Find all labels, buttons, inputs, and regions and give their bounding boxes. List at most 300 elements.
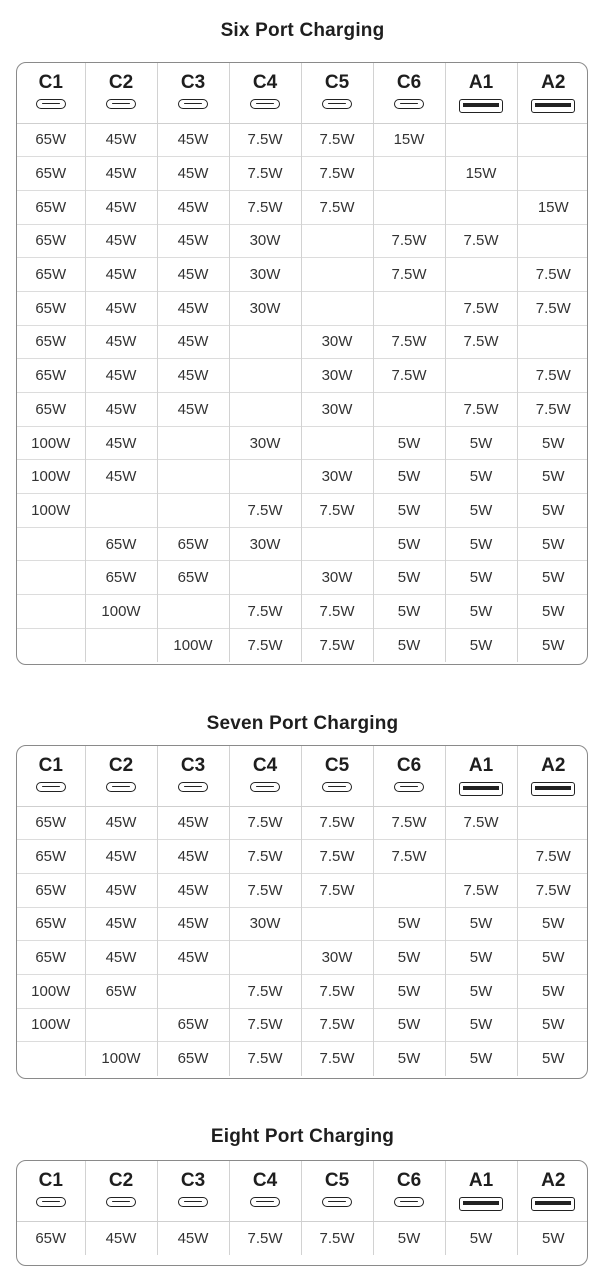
wattage-cell: 7.5W (301, 1221, 373, 1255)
wattage-cell: 65W (17, 258, 85, 292)
wattage-cell: 65W (157, 1042, 229, 1076)
wattage-cell: 45W (157, 873, 229, 907)
wattage-cell (445, 190, 517, 224)
wattage-cell: 5W (445, 460, 517, 494)
wattage-cell: 7.5W (229, 157, 301, 191)
wattage-cell: 45W (157, 123, 229, 157)
wattage-cell: 45W (85, 840, 157, 874)
usb-a-port-icon (459, 1197, 503, 1211)
port-label: C4 (252, 755, 278, 776)
wattage-cell: 7.5W (229, 806, 301, 840)
table-row (17, 123, 588, 157)
wattage-cell: 5W (517, 561, 588, 595)
wattage-cell: 65W (17, 941, 85, 975)
usb-c-port-icon (250, 1197, 280, 1207)
port-label: A2 (541, 755, 566, 776)
table-row (17, 494, 588, 528)
wattage-cell: 5W (517, 595, 588, 629)
port-label: C4 (252, 72, 278, 93)
wattage-cell: 65W (17, 291, 85, 325)
wattage-cell (229, 941, 301, 975)
wattage-cell: 5W (517, 1008, 588, 1042)
wattage-cell: 5W (445, 426, 517, 460)
wattage-cell (17, 628, 85, 662)
wattage-cell: 5W (517, 907, 588, 941)
wattage-cell: 45W (85, 190, 157, 224)
wattage-cell: 65W (17, 1221, 85, 1255)
wattage-cell (157, 595, 229, 629)
wattage-cell (373, 873, 445, 907)
port-label: A1 (468, 1170, 494, 1191)
wattage-cell: 7.5W (301, 595, 373, 629)
wattage-cell: 45W (85, 325, 157, 359)
port-header-a1 (445, 63, 517, 123)
wattage-cell: 45W (157, 1221, 229, 1255)
table-row (17, 224, 588, 258)
usb-a-port-icon (531, 1197, 575, 1211)
usb-a-port-icon (531, 99, 575, 113)
table-row (17, 393, 588, 427)
usb-c-port-icon (36, 99, 66, 109)
port-header-c6 (373, 1161, 445, 1221)
wattage-cell: 45W (157, 258, 229, 292)
wattage-cell: 7.5W (373, 840, 445, 874)
wattage-cell: 45W (85, 873, 157, 907)
wattage-cell: 65W (157, 561, 229, 595)
wattage-cell: 5W (517, 460, 588, 494)
wattage-cell: 30W (301, 359, 373, 393)
port-header-c4 (229, 746, 301, 806)
wattage-cell: 5W (517, 1042, 588, 1076)
wattage-cell (517, 123, 588, 157)
wattage-cell (301, 907, 373, 941)
wattage-cell: 5W (445, 527, 517, 561)
wattage-cell: 30W (229, 527, 301, 561)
wattage-cell: 7.5W (301, 628, 373, 662)
wattage-cell: 65W (17, 393, 85, 427)
table-row (17, 291, 588, 325)
section-title: Six Port Charging (220, 20, 385, 41)
port-header-c4 (229, 63, 301, 123)
wattage-cell (17, 595, 85, 629)
wattage-cell: 7.5W (301, 190, 373, 224)
wattage-cell: 5W (373, 974, 445, 1008)
port-header-c5 (301, 1161, 373, 1221)
wattage-cell (301, 224, 373, 258)
wattage-cell (17, 527, 85, 561)
wattage-cell: 7.5W (229, 595, 301, 629)
wattage-cell (517, 806, 588, 840)
wattage-cell (85, 1008, 157, 1042)
port-label: C5 (324, 72, 350, 93)
wattage-cell: 100W (17, 426, 85, 460)
usb-c-port-icon (394, 782, 424, 792)
wattage-cell: 7.5W (229, 1042, 301, 1076)
table-row (17, 258, 588, 292)
port-label: C1 (38, 72, 63, 93)
port-label: C5 (324, 1170, 350, 1191)
wattage-cell: 7.5W (229, 628, 301, 662)
wattage-cell: 65W (17, 157, 85, 191)
wattage-cell: 15W (445, 157, 517, 191)
wattage-cell (445, 359, 517, 393)
wattage-cell: 5W (373, 460, 445, 494)
wattage-cell: 7.5W (301, 494, 373, 528)
wattage-cell: 5W (445, 941, 517, 975)
usb-c-port-icon (106, 782, 136, 792)
wattage-cell: 45W (157, 190, 229, 224)
wattage-cell: 7.5W (229, 1221, 301, 1255)
wattage-cell (229, 561, 301, 595)
wattage-cell: 45W (157, 840, 229, 874)
wattage-cell: 100W (85, 1042, 157, 1076)
wattage-cell: 45W (85, 157, 157, 191)
wattage-cell: 5W (373, 527, 445, 561)
usb-c-port-icon (322, 1197, 352, 1207)
charging-table (16, 745, 588, 1079)
wattage-cell: 100W (17, 460, 85, 494)
wattage-cell: 7.5W (373, 258, 445, 292)
wattage-cell: 45W (85, 258, 157, 292)
port-label: C3 (180, 755, 206, 776)
port-label: C3 (180, 72, 206, 93)
wattage-cell: 100W (157, 628, 229, 662)
port-label: C1 (38, 1170, 63, 1191)
wattage-cell: 65W (157, 1008, 229, 1042)
port-header-c4 (229, 1161, 301, 1221)
wattage-cell: 5W (373, 426, 445, 460)
wattage-cell: 100W (17, 974, 85, 1008)
wattage-cell: 5W (517, 941, 588, 975)
wattage-cell: 7.5W (301, 123, 373, 157)
wattage-cell: 7.5W (229, 873, 301, 907)
port-label: A2 (541, 1170, 566, 1191)
wattage-cell: 65W (17, 873, 85, 907)
wattage-cell: 30W (301, 941, 373, 975)
wattage-cell (229, 460, 301, 494)
usb-c-port-icon (250, 782, 280, 792)
wattage-cell: 65W (17, 224, 85, 258)
wattage-cell (517, 325, 588, 359)
table-row (17, 873, 588, 907)
wattage-cell: 5W (373, 1008, 445, 1042)
wattage-cell: 15W (517, 190, 588, 224)
wattage-cell: 5W (517, 426, 588, 460)
wattage-cell: 30W (229, 291, 301, 325)
table-row (17, 1008, 588, 1042)
wattage-cell: 30W (229, 907, 301, 941)
wattage-cell: 100W (17, 1008, 85, 1042)
wattage-cell: 7.5W (229, 190, 301, 224)
port-header-c5 (301, 63, 373, 123)
port-header-row (17, 63, 588, 123)
table-row (17, 325, 588, 359)
port-header-c3 (157, 746, 229, 806)
port-label: C5 (324, 755, 350, 776)
wattage-cell: 65W (157, 527, 229, 561)
section-title: Seven Port Charging (206, 713, 399, 734)
wattage-cell: 5W (445, 974, 517, 1008)
wattage-cell (301, 291, 373, 325)
usb-c-port-icon (322, 782, 352, 792)
usb-a-port-icon (459, 99, 503, 113)
port-header-c6 (373, 746, 445, 806)
port-label: A2 (541, 72, 566, 93)
wattage-cell (17, 1042, 85, 1076)
wattage-cell: 7.5W (445, 873, 517, 907)
wattage-cell: 45W (157, 907, 229, 941)
wattage-cell: 5W (445, 595, 517, 629)
port-header-c2 (85, 1161, 157, 1221)
wattage-cell: 7.5W (301, 1008, 373, 1042)
port-header-a1 (445, 1161, 517, 1221)
usb-c-port-icon (394, 99, 424, 109)
wattage-cell: 45W (85, 460, 157, 494)
table-row (17, 806, 588, 840)
wattage-cell: 45W (85, 1221, 157, 1255)
wattage-cell (301, 527, 373, 561)
charging-table (16, 1160, 588, 1266)
port-header-c6 (373, 63, 445, 123)
port-label: C2 (108, 1170, 134, 1191)
wattage-cell: 5W (517, 974, 588, 1008)
wattage-cell (301, 258, 373, 292)
wattage-cell: 7.5W (517, 359, 588, 393)
wattage-cell (445, 258, 517, 292)
wattage-cell: 30W (229, 224, 301, 258)
wattage-cell: 7.5W (517, 393, 588, 427)
table-row (17, 359, 588, 393)
wattage-cell: 30W (229, 258, 301, 292)
wattage-cell (85, 494, 157, 528)
wattage-cell: 5W (373, 1221, 445, 1255)
wattage-cell: 7.5W (301, 974, 373, 1008)
wattage-cell: 65W (17, 325, 85, 359)
wattage-cell: 7.5W (301, 157, 373, 191)
wattage-cell (157, 974, 229, 1008)
port-header-c3 (157, 1161, 229, 1221)
wattage-cell: 45W (157, 157, 229, 191)
wattage-cell: 100W (85, 595, 157, 629)
wattage-cell (229, 325, 301, 359)
wattage-cell: 45W (85, 123, 157, 157)
wattage-cell: 7.5W (517, 258, 588, 292)
port-label: C2 (108, 72, 134, 93)
wattage-cell: 5W (517, 527, 588, 561)
table-row (17, 1042, 588, 1076)
port-header-c1 (17, 1161, 85, 1221)
wattage-cell: 5W (517, 494, 588, 528)
wattage-cell: 7.5W (373, 359, 445, 393)
port-label: C6 (396, 1170, 422, 1191)
table-row (17, 907, 588, 941)
wattage-cell (373, 393, 445, 427)
port-label: A1 (468, 72, 494, 93)
port-header-a2 (517, 746, 588, 806)
table-row (17, 941, 588, 975)
wattage-cell (517, 157, 588, 191)
wattage-cell (445, 123, 517, 157)
wattage-cell: 65W (17, 907, 85, 941)
port-header-a1 (445, 746, 517, 806)
wattage-cell: 7.5W (445, 325, 517, 359)
table-row (17, 157, 588, 191)
usb-c-port-icon (322, 99, 352, 109)
wattage-cell: 7.5W (301, 806, 373, 840)
wattage-cell (17, 561, 85, 595)
port-header-row (17, 1161, 588, 1221)
wattage-cell: 5W (373, 628, 445, 662)
usb-c-port-icon (106, 1197, 136, 1207)
port-label: C2 (108, 755, 134, 776)
wattage-cell: 5W (445, 1008, 517, 1042)
wattage-cell: 45W (157, 359, 229, 393)
wattage-cell: 7.5W (373, 325, 445, 359)
usb-c-port-icon (178, 782, 208, 792)
wattage-cell: 7.5W (301, 873, 373, 907)
wattage-cell (301, 426, 373, 460)
wattage-cell: 30W (301, 561, 373, 595)
section-title: Eight Port Charging (210, 1126, 395, 1147)
wattage-cell (373, 157, 445, 191)
table-row (17, 561, 588, 595)
wattage-cell: 65W (85, 527, 157, 561)
wattage-cell: 7.5W (517, 873, 588, 907)
wattage-cell: 5W (373, 595, 445, 629)
wattage-cell: 30W (229, 426, 301, 460)
wattage-cell: 15W (373, 123, 445, 157)
wattage-cell: 7.5W (373, 806, 445, 840)
wattage-cell (445, 840, 517, 874)
usb-c-port-icon (36, 782, 66, 792)
table-row (17, 190, 588, 224)
wattage-cell (229, 393, 301, 427)
port-label: C6 (396, 72, 422, 93)
wattage-cell: 30W (301, 393, 373, 427)
table-row (17, 426, 588, 460)
usb-c-port-icon (250, 99, 280, 109)
wattage-cell: 65W (85, 561, 157, 595)
wattage-cell: 45W (85, 907, 157, 941)
table-row (17, 527, 588, 561)
wattage-cell: 65W (17, 123, 85, 157)
usb-c-port-icon (178, 1197, 208, 1207)
wattage-cell: 5W (445, 561, 517, 595)
usb-a-port-icon (459, 782, 503, 796)
wattage-cell (85, 628, 157, 662)
wattage-cell: 45W (85, 359, 157, 393)
table-row (17, 1221, 588, 1255)
charging-table (16, 62, 588, 665)
wattage-cell (157, 426, 229, 460)
wattage-cell: 65W (17, 840, 85, 874)
port-label: C3 (180, 1170, 206, 1191)
wattage-cell: 5W (445, 628, 517, 662)
port-header-c1 (17, 746, 85, 806)
wattage-cell: 65W (17, 359, 85, 393)
table-row (17, 840, 588, 874)
wattage-cell: 45W (85, 941, 157, 975)
wattage-cell (373, 190, 445, 224)
port-label: A1 (468, 755, 494, 776)
port-header-row (17, 746, 588, 806)
port-header-c2 (85, 746, 157, 806)
port-header-c1 (17, 63, 85, 123)
wattage-cell: 5W (542, 1229, 565, 1247)
wattage-cell: 100W (17, 494, 85, 528)
usb-c-port-icon (106, 99, 136, 109)
wattage-cell: 65W (17, 190, 85, 224)
table-row (17, 628, 588, 662)
usb-c-port-icon (394, 1197, 424, 1207)
wattage-cell: 45W (157, 393, 229, 427)
wattage-cell (229, 359, 301, 393)
wattage-cell: 45W (157, 806, 229, 840)
wattage-cell: 5W (445, 494, 517, 528)
wattage-cell: 7.5W (229, 840, 301, 874)
port-label: C6 (396, 755, 422, 776)
wattage-cell: 7.5W (229, 974, 301, 1008)
wattage-cell: 45W (157, 325, 229, 359)
wattage-cell (157, 460, 229, 494)
wattage-cell: 30W (301, 460, 373, 494)
wattage-cell: 7.5W (301, 1042, 373, 1076)
wattage-cell: 7.5W (517, 840, 588, 874)
wattage-cell: 65W (85, 974, 157, 1008)
wattage-cell: 5W (445, 1221, 517, 1255)
wattage-cell: 45W (85, 393, 157, 427)
wattage-cell: 45W (85, 224, 157, 258)
wattage-cell: 5W (517, 628, 588, 662)
wattage-cell (157, 494, 229, 528)
wattage-cell: 7.5W (373, 224, 445, 258)
wattage-cell: 7.5W (445, 393, 517, 427)
usb-c-port-icon (178, 99, 208, 109)
wattage-cell: 5W (445, 1042, 517, 1076)
wattage-cell (517, 224, 588, 258)
wattage-cell: 7.5W (445, 291, 517, 325)
table-row (17, 974, 588, 1008)
port-label: C4 (252, 1170, 278, 1191)
port-header-a2 (517, 1161, 588, 1221)
wattage-cell: 45W (157, 291, 229, 325)
wattage-cell: 45W (157, 224, 229, 258)
usb-c-port-icon (36, 1197, 66, 1207)
wattage-cell: 7.5W (517, 291, 588, 325)
wattage-cell: 5W (373, 941, 445, 975)
port-header-c2 (85, 63, 157, 123)
wattage-cell: 7.5W (229, 1008, 301, 1042)
table-row (17, 595, 588, 629)
wattage-cell: 45W (85, 426, 157, 460)
wattage-cell: 45W (157, 941, 229, 975)
port-header-c3 (157, 63, 229, 123)
wattage-cell: 45W (85, 291, 157, 325)
wattage-cell (373, 291, 445, 325)
wattage-cell: 45W (85, 806, 157, 840)
wattage-cell: 7.5W (301, 840, 373, 874)
wattage-cell: 5W (373, 494, 445, 528)
wattage-cell: 30W (301, 325, 373, 359)
table-row (17, 460, 588, 494)
wattage-cell: 7.5W (229, 494, 301, 528)
wattage-cell: 7.5W (229, 123, 301, 157)
wattage-cell: 65W (17, 806, 85, 840)
port-header-c5 (301, 746, 373, 806)
usb-a-port-icon (531, 782, 575, 796)
wattage-cell: 5W (373, 907, 445, 941)
wattage-cell: 7.5W (445, 806, 517, 840)
